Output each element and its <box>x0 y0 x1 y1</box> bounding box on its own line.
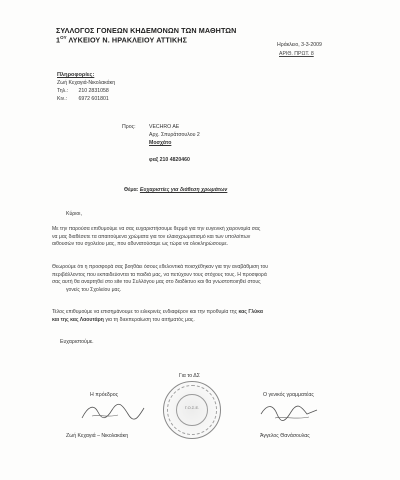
president-title: Η πρόεδρος <box>90 392 119 398</box>
protocol-number: ΑΡΙΘ. ΠΡΩΤ. 8 <box>279 51 314 57</box>
contact-mobile <box>57 96 109 102</box>
board-label: Για το ΔΣ <box>179 373 200 379</box>
paragraph-3-text-b: για τη διεκπεραίωση του αιτήματός μας. <box>105 316 195 323</box>
mobile-value: 6972 601801 <box>78 96 109 102</box>
stamp-label: Γ.Ο.Σ.Ε. <box>184 405 200 410</box>
recipient-fax: φαξ 210 4820460 <box>149 157 190 163</box>
recipient-company: VECHRO AE <box>149 124 180 130</box>
paragraph-line <box>52 309 370 317</box>
org-name-line2 <box>56 35 187 44</box>
official-stamp <box>163 381 221 439</box>
paragraph-1 <box>52 226 370 249</box>
paragraph-line: Θεωρούμε ότι η προσφορά σας βοηθάει όσους εθελοντικά ποισχέθηκαν για την αναβάθμιση του <box>52 264 269 270</box>
mobile-label: Κιν.: <box>57 96 68 102</box>
paragraph-3-text-a: Τέλος επιθυμούμε να επισημάνουμε το ειλικρινές ενδιαφέρον και την προθυμία της <box>52 309 238 315</box>
greeting: Κύριοι, <box>66 211 82 217</box>
org-line2-superscript: ΟΥ <box>60 35 67 40</box>
paragraph-line: γονείς του Σχολείου μας. <box>66 286 122 293</box>
recipient-city: Μοσχάτο <box>149 140 172 146</box>
secretary-signature <box>255 400 325 424</box>
phone-label: Τηλ.: <box>57 88 69 94</box>
stamp-inner-ring <box>176 394 208 426</box>
contact-name: Ζωή Κεχαγιά-Νικολακάκη <box>57 80 116 86</box>
place-date: Ηράκλειο, 3-3-2009 <box>277 42 322 48</box>
president-name: Ζωή Κεχαγιά – Νικολακάκη <box>66 433 129 439</box>
recipient-label: Προς: <box>122 124 136 130</box>
org-name-line1: ΣΥΛΛΟΓΟΣ ΓΟΝΕΩΝ ΚΗΔΕΜΟΝΩΝ ΤΩΝ ΜΑΘΗΤΩΝ <box>56 26 237 35</box>
paragraph-line: Με την παρούσα επιθυμούμε να σας ευχαριστήσουμε θερμά για την ευγενική χειρονομία σας <box>52 226 261 232</box>
recipient-address: Αρχ. Σπυράτσουλου 2 <box>149 132 200 138</box>
phone-value: 210 2831058 <box>78 88 109 94</box>
paragraph-line: να μας διαθέσετε τα απαιτούμενα χρώματα για τον ελαιοχρωματισμό και των υπολοίπων <box>52 233 251 240</box>
subject-line <box>124 187 227 193</box>
president-signature <box>78 400 148 424</box>
subject-label: Θέμα: <box>124 187 139 193</box>
paragraph-3 <box>52 309 370 324</box>
org-line2-rest: ΛΥΚΕΙΟΥ Ν. ΗΡΑΚΛΕΙΟΥ ΑΤΤΙΚΗΣ <box>68 35 188 45</box>
org-line2-number: 1 <box>56 35 61 45</box>
contact-phone <box>57 88 109 94</box>
paragraph-line: περιβάλλοντος που εκπαιδεύονται τα παιδιά μας, να πετύχουν τους στόχους τους. Η προσφορά <box>52 271 267 278</box>
paragraph-2 <box>52 264 370 294</box>
paragraph-3-name-1: κας Γλύκα <box>238 309 263 315</box>
paragraph-line: αιθουσών του σχολείου μας, που αδυνατούσαμε ως τώρα να ολοκληρώσουμε. <box>52 241 229 248</box>
paragraph-line <box>52 317 370 325</box>
closing: Ευχαριστούμε. <box>60 339 94 345</box>
paragraph-3-name-2: και της κας Λαουτάρη <box>52 316 104 323</box>
subject-text: Ευχαριστίες για διάθεση χρωμάτων <box>139 187 228 193</box>
paragraph-line: σας αυτή θα αναρτηθεί στο site του Συλλόγου μας στο διαδίκτυο και θα γνωστοποιηθεί στους <box>52 279 261 286</box>
contact-title: Πληροφορίες: <box>57 72 95 78</box>
secretary-title: Ο γενικός γραμματέας <box>263 392 314 398</box>
secretary-name: Άγγελος Θανάσουλας <box>260 433 310 439</box>
